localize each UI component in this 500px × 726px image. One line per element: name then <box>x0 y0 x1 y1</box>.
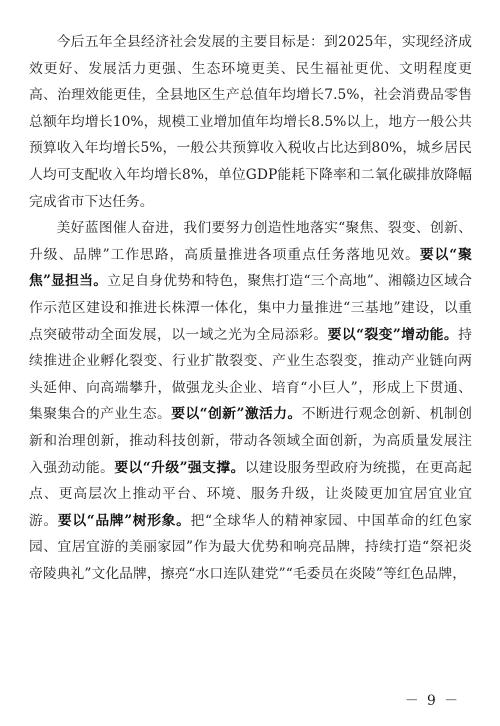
bold-heading-run: 要以“创新”激活力。 <box>171 406 302 423</box>
bold-heading-run: 要以“聚焦”显担当。 <box>29 246 473 290</box>
text-run: 把“全球华人的精神家园、中国革命的红色家园、宜居宜游的美丽家园”作为最大优势和响亮品牌，持续打造“祭祀炎帝陵典礼”文化品牌，擦亮“水口连队建党”“毛委员在炎陵”等红色品牌， <box>29 512 472 582</box>
text-run: 持续推进企业孵化裂变、行业扩散裂变、产业生态裂变，推动产业链向两头延伸、向高端攀升，做强龙头企业、培育“小巨人”，形成上下贯通、集聚集合的产业生态。 <box>29 326 472 423</box>
paragraph <box>29 29 472 215</box>
paragraph <box>29 215 472 587</box>
page-number: － 9 － <box>404 693 460 709</box>
text-run: 不断进行观念创新、机制创新和治理创新，推动科技创新，带动各领域全面创新，为高质量发展注入强劲动能。 <box>29 406 473 476</box>
document-body <box>29 29 472 587</box>
bold-heading-run: 要以“品牌”树形象。 <box>57 512 191 529</box>
bold-heading-run: 要以“升级”强支撑。 <box>114 459 245 476</box>
text-run: 以建设服务型政府为统揽，在更高起点、更高层次上推动平台、环境、服务升级，让炎陵更加宜居宜业宜游。 <box>29 459 472 529</box>
bold-heading-run: 要以“裂变”增动能。 <box>327 326 459 343</box>
text-run: 美好蓝图催人奋进，我们要努力创造性地落实“聚焦、裂变、创新、升级、品牌”工作思路，高质量推进各项重点任务落地见效。 <box>29 220 472 263</box>
text-run: 立足自身优势和特色，聚焦打造“三个高地”、湘赣边区域合作示范区建设和推进长株潭一体化，集中力量推进“三基地”建设，以重点突破带动全面发展，以一域之光为全局添彩。 <box>29 273 472 343</box>
text-run: 今后五年全县经济社会发展的主要目标是：到2025年，实现经济成效更好、发展活力更强、生态环境更美、民生福祉更优、文明程度更高、治理效能更佳，全县地区生产总值年均增长7.5%，社会消费品零售总额年均增长10%，规模工业增加值年均增长8.5%以上，地方一般公共预算收入年均增长5%，一般公共预算收入税收占比达到80%，城乡居民人均可支配收入年均增长8%，单位GDP能耗下降率和二氧化碳排放降幅完成省市下达任务。 <box>29 34 472 210</box>
